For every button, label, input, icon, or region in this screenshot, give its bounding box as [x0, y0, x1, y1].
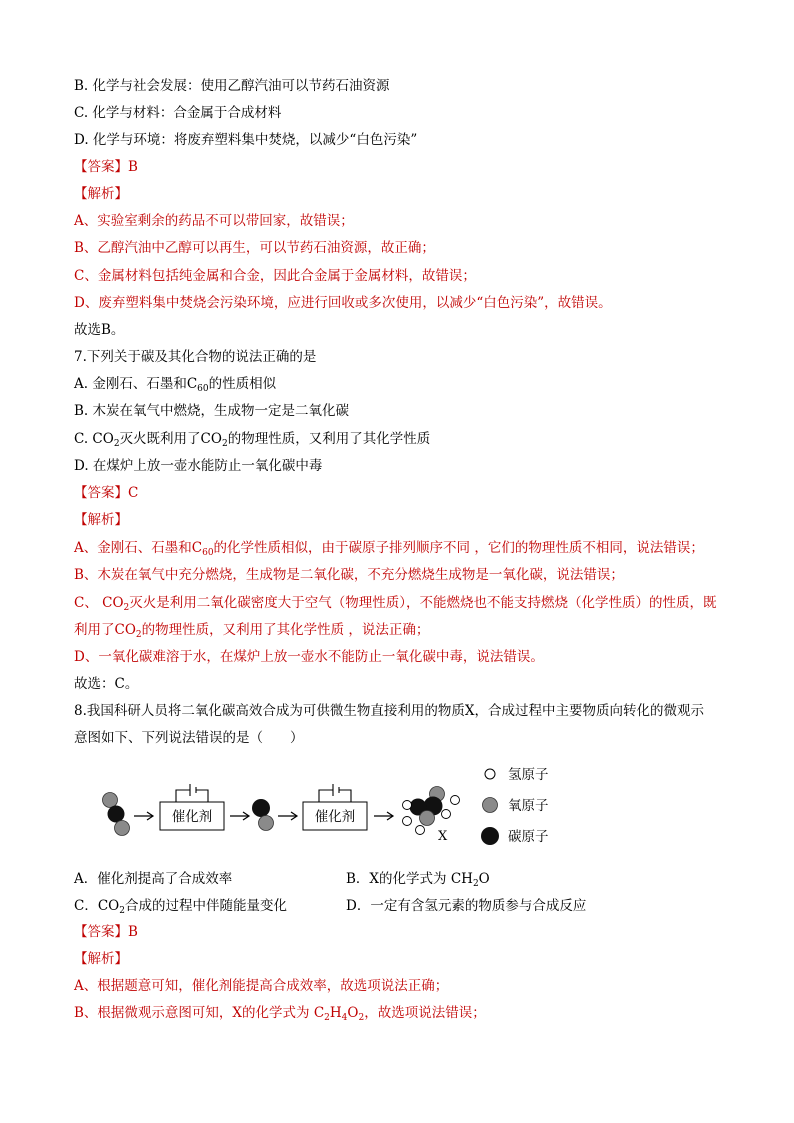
legend-carbon: 碳原子 — [508, 829, 549, 845]
reaction-diagram — [94, 762, 564, 862]
arrow-4 — [374, 812, 393, 820]
q7-analysis-c: C、 $CO_2$灭火是利用二氧化碳密度大于空气（物理性质），不能燃烧也不能支持燃烧（化学性质）的性质，既 — [74, 595, 717, 613]
catalyst-label-2: 催化剂 — [314, 809, 356, 825]
q6-answer: 【答案】B — [74, 159, 138, 175]
q7-analysis-a: A、金刚石、石墨和$C_{60}$的化学性质相似，由于碳原子排列顺序不同 ，它们的物理性质不相同，说法错误； — [74, 540, 704, 558]
q8-stem-line2: 意图如下、下列说法错误的是（ ） — [74, 730, 304, 746]
legend-oxygen: 氧原子 — [508, 798, 549, 814]
q7-analysis-d: D、一氧化碳难溶于水，在煤炉上放一壶水不能防止一氧化碳中毒，说法错误。 — [74, 649, 544, 665]
power-symbol-1 — [176, 784, 208, 802]
q6-analysis-c: C、金属材料包括纯金属和合金，因此合金属于金属材料，故错误； — [74, 268, 476, 284]
co-molecule — [252, 799, 274, 831]
q7-option-c: C. $CO_2$灭火既利用了$CO_2$的物理性质，又利用了其化学性质 — [74, 431, 431, 449]
q6-option-b: B. 化学与社会发展：使用乙醇汽油可以节药石油资源 — [74, 78, 390, 94]
catalyst-label-1: 催化剂 — [171, 809, 213, 825]
q7-option-b: B. 木炭在氧气中燃烧，生成物一定是二氧化碳 — [74, 403, 350, 419]
q7-option-a: A. 金刚石、石墨和$C_{60}$的性质相似 — [74, 376, 277, 394]
q8-analysis-title: 【解析】 — [74, 951, 128, 967]
q8-analysis-a: A、根据题意可知，催化剂能提高合成效率，故选项说法正确； — [74, 978, 449, 994]
q7-answer: 【答案】C — [74, 485, 139, 501]
q7-analysis-c-cont: 利用了$CO_2$的物理性质，又利用了其化学性质 ，说法正确； — [74, 622, 430, 640]
q6-analysis-b: B、乙醇汽油中乙醇可以再生，可以节药石油资源，故正确； — [74, 240, 435, 256]
hydrogen-legend-icon — [485, 769, 495, 779]
legend — [481, 767, 549, 845]
q6-analysis-a: A、实验室剩余的药品不可以带回家，故错误； — [74, 213, 354, 229]
co2-molecule — [103, 793, 130, 836]
q7-analysis-b: B、木炭在氧气中充分燃烧，生成物是二氧化碳，不充分燃烧生成物是一氧化碳，说法错误； — [74, 567, 624, 583]
q6-analysis-title: 【解析】 — [74, 186, 128, 202]
arrow-3 — [278, 812, 297, 820]
x-molecule — [403, 787, 460, 835]
q7-analysis-title: 【解析】 — [74, 512, 128, 528]
q8-stem-line1: 8.我国科研人员将二氧化碳高效合成为可供微生物直接利用的物质X，合成过程中主要物质向转化的微观示 — [74, 703, 704, 719]
legend-hydrogen: 氢原子 — [508, 767, 549, 783]
q7-option-d: D. 在煤炉上放一壶水能防止一氧化碳中毒 — [74, 458, 323, 474]
power-symbol-2 — [319, 784, 351, 802]
q7-conclusion: 故选：C。 — [74, 676, 139, 692]
arrow-2 — [230, 812, 249, 820]
q8-option-c: C．$CO_2$合成的过程中伴随能量变化 — [74, 898, 287, 916]
q6-conclusion: 故选B。 — [74, 322, 125, 338]
q6-option-d: D. 化学与环境：将废弃塑料集中焚烧，以减少“白色污染” — [74, 132, 418, 148]
q7-stem: 7.下列关于碳及其化合物的说法正确的是 — [74, 349, 317, 365]
carbon-legend-icon — [481, 827, 499, 845]
q6-analysis-d: D、废弃塑料集中焚烧会污染环境，应进行回收或多次使用，以减少“白色污染”，故错误。 — [74, 295, 612, 311]
oxygen-legend-icon — [483, 798, 498, 813]
q8-option-d: D．一定有含氢元素的物质参与合成反应 — [346, 898, 587, 914]
q8-option-a: A．催化剂提高了合成效率 — [74, 871, 233, 887]
x-label: X — [438, 829, 448, 844]
q8-option-b: B．X的化学式为 $CH_2O$ — [346, 871, 490, 889]
q8-analysis-b: B、根据微观示意图可知，X的化学式为 $C_2H_4O_2$，故选项说法错误； — [74, 1005, 486, 1023]
q6-option-c: C. 化学与材料：合金属于合成材料 — [74, 105, 282, 121]
q8-answer: 【答案】B — [74, 924, 138, 940]
arrow-1 — [134, 812, 153, 820]
